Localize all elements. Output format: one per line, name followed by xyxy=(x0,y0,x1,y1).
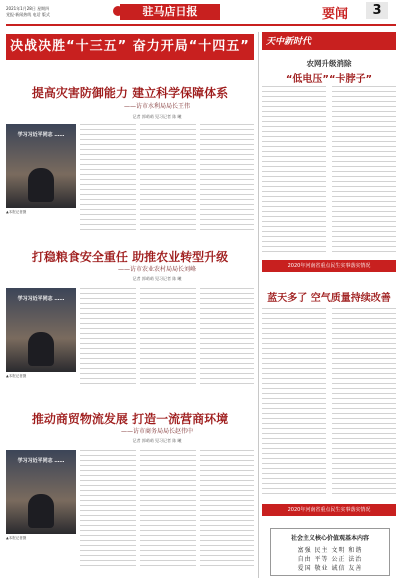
right-column xyxy=(262,32,396,577)
article-3-subtitle: ——访市商务局局长赵伟中 xyxy=(120,428,193,435)
article-3-body-col-2 xyxy=(140,450,196,570)
article-1-body-col-2 xyxy=(140,124,196,230)
article-2-photo xyxy=(6,288,76,372)
core-values-title: 社会主义核心价值观基本内容 xyxy=(290,535,369,542)
article-2-caption: ▲本报记者摄 xyxy=(6,374,27,378)
article-3-body-col-1 xyxy=(80,450,136,570)
article-3-person-icon xyxy=(28,494,54,528)
article-2-body-col-3 xyxy=(200,288,254,388)
page-number: 3 xyxy=(366,2,388,19)
article-2-photo-text: 学习习近平同志 …… xyxy=(17,296,65,302)
story-2-body-col-2 xyxy=(332,308,396,498)
article-2-body-col-2 xyxy=(140,288,196,388)
article-2-byline: 记者 郭萌萌 见习记者 陈 曦 xyxy=(132,276,182,281)
story-2-body-col-1 xyxy=(262,308,326,498)
article-3-body-col-3 xyxy=(200,450,254,570)
right-column-header xyxy=(262,32,396,50)
core-values-box xyxy=(270,528,390,576)
right-column-brand: 天中新时代 xyxy=(266,37,312,47)
story-1-kicker: 农网升级消除 xyxy=(306,59,352,68)
article-2-subtitle: ——访市农业农村局局长刘峰 xyxy=(117,266,196,273)
story-1-body-col-2 xyxy=(332,86,396,254)
article-3-caption: ▲本报记者摄 xyxy=(6,536,27,540)
core-values-line-3: 爱国 敬业 诚信 友善 xyxy=(297,565,363,572)
article-2-title: 打稳粮食安全重任 助推农业转型升级 xyxy=(31,250,229,264)
livelihood-strip-1: 2020年河南省重点民生实事落实情况 xyxy=(262,260,396,272)
article-3-photo xyxy=(6,450,76,534)
article-1-body-col-3 xyxy=(200,124,254,230)
column-divider xyxy=(258,32,259,578)
article-2-person-icon xyxy=(28,332,54,366)
main-banner: 决战决胜“十三五” 奋力开局“十四五” xyxy=(6,34,254,60)
core-values-line-2: 自由 平等 公正 法治 xyxy=(297,556,363,563)
article-3-photo-text: 学习习近平同志 …… xyxy=(17,458,65,464)
article-2-body-col-1 xyxy=(80,288,136,388)
core-values-line-1: 富强 民主 文明 和谐 xyxy=(297,547,363,554)
masthead: 驻马店日报 xyxy=(120,4,220,20)
section-name: 要闻 xyxy=(322,7,349,22)
article-1-title: 提高灾害防御能力 建立科学保障体系 xyxy=(31,86,229,100)
article-3-title: 推动商贸物流发展 打造一流营商环境 xyxy=(31,412,229,426)
article-1-photo xyxy=(6,124,76,208)
article-1-caption: ▲本报记者摄 xyxy=(6,210,27,214)
livelihood-strip-2: 2020年河南省重点民生实事落实情况 xyxy=(262,504,396,516)
article-1-photo-text: 学习习近平同志 …… xyxy=(17,132,65,138)
story-1-body-col-1 xyxy=(262,86,326,254)
story-1-title: “低电压”“卡脖子” xyxy=(285,74,373,85)
header-rule xyxy=(6,24,396,26)
article-3-byline: 记者 郭萌萌 见习记者 陈 曦 xyxy=(132,438,182,443)
article-1-body-col-1 xyxy=(80,124,136,230)
issue-meta: 2021年1月28日 星期四 党报·新闻热线 电话 版式 xyxy=(6,6,50,17)
article-1-subtitle: ——访市水利局局长王伟 xyxy=(123,103,190,110)
article-1-byline: 记者 郭萌萌 见习记者 陈 曦 xyxy=(132,114,182,119)
page-header xyxy=(0,0,402,30)
article-1-person-icon xyxy=(28,168,54,202)
story-2-title: 蓝天多了 空气质量持续改善 xyxy=(267,293,391,304)
